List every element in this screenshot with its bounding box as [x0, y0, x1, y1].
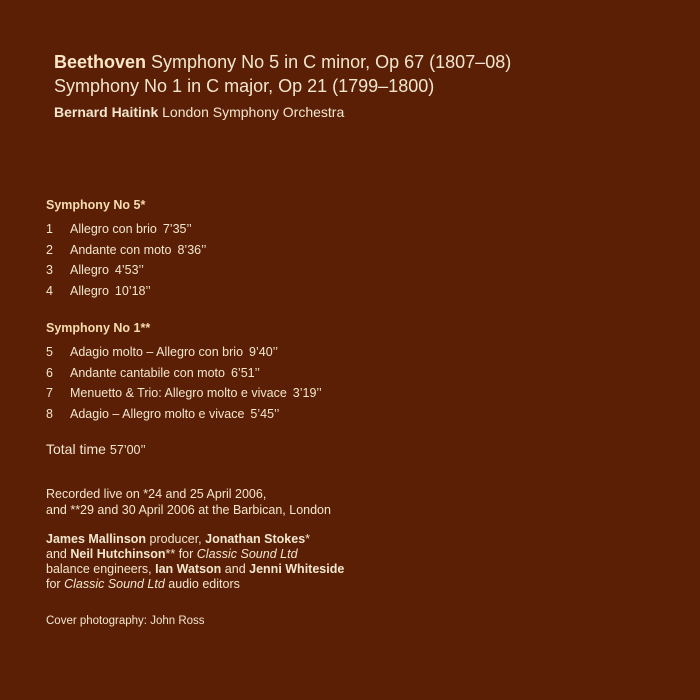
recording-info	[46, 486, 331, 518]
title-line-2: Symphony No 1 in C major, Op 21 (1799–1800)	[54, 76, 435, 96]
track-title: Andante con moto	[70, 242, 172, 257]
track-duration: 8’36’’	[177, 242, 207, 257]
credit-text: ** for	[165, 547, 197, 561]
engineer-name: Neil Hutchinson	[70, 547, 166, 561]
credit-text: audio editors	[164, 577, 240, 591]
track-row	[46, 342, 666, 363]
track-row	[46, 404, 666, 425]
track-number: 6	[46, 365, 53, 380]
symphony-5-group	[46, 197, 666, 301]
credit-text: for	[46, 577, 65, 591]
conductor-name: Bernard Haitink	[54, 104, 159, 120]
total-time-value: 57’00’’	[109, 443, 146, 457]
credit-text: and	[221, 562, 250, 576]
track-title: Allegro	[70, 263, 109, 277]
credits-line-4	[46, 577, 344, 592]
track-number: 5	[46, 345, 53, 359]
track-number: 4	[46, 283, 53, 298]
total-time-label: Total time	[46, 441, 106, 457]
editor-name: Jenni Whiteside	[249, 562, 345, 576]
symphony-1-heading: Symphony No 1**	[46, 321, 151, 335]
track-row	[46, 363, 666, 384]
track-title: Andante cantabile con moto	[70, 365, 225, 380]
company-name: Classic Sound Ltd	[196, 547, 298, 561]
orchestra-name: London Symphony Orchestra	[158, 104, 345, 120]
track-title: Adagio molto – Allegro con brio	[70, 345, 244, 359]
performers-line	[54, 102, 674, 122]
symphony-5-heading: Symphony No 5*	[46, 198, 146, 212]
engineer-name: Jonathan Stokes	[205, 532, 306, 546]
symphony-5-title: Symphony No 5 in C minor, Op 67 (1807–08)	[146, 52, 512, 72]
track-duration: 7’35’’	[162, 222, 192, 236]
track-duration: 4’53’’	[114, 263, 144, 277]
track-title: Menuetto & Trio: Allegro molto e vivace	[70, 386, 287, 400]
track-number: 1	[46, 222, 53, 236]
symphony-1-tracklist	[46, 342, 666, 424]
track-title: Allegro	[70, 283, 109, 298]
recording-line-1: Recorded live on *24 and 25 April 2006,	[46, 487, 267, 501]
credit-text: *	[305, 532, 311, 546]
credit-text: producer,	[146, 532, 206, 546]
track-row	[46, 281, 666, 302]
recording-line-2: and **29 and 30 April 2006 at the Barbican, London	[46, 503, 331, 517]
producer-name: James Mallinson	[46, 532, 147, 546]
symphony-1-group	[46, 320, 666, 424]
track-duration: 3’19’’	[292, 386, 322, 400]
title-line-1	[54, 50, 674, 74]
editor-name: Ian Watson	[155, 562, 222, 576]
track-row	[46, 383, 666, 404]
company-name: Classic Sound Ltd	[64, 577, 165, 591]
credits-line-3	[46, 562, 344, 577]
track-duration: 10’18’’	[114, 283, 151, 298]
production-credits	[46, 532, 344, 592]
track-title: Allegro con brio	[70, 222, 157, 236]
credits-line-1	[46, 532, 344, 547]
track-row	[46, 240, 666, 261]
track-row	[46, 260, 666, 281]
credit-text: and	[46, 547, 71, 561]
track-duration: 6’51’’	[230, 365, 260, 380]
total-time	[46, 441, 146, 457]
track-number: 2	[46, 242, 53, 257]
track-number: 8	[46, 406, 53, 421]
credits-line-2	[46, 547, 344, 562]
album-header	[54, 50, 674, 122]
track-number: 3	[46, 263, 53, 277]
track-number: 7	[46, 386, 53, 400]
track-duration: 9’40’’	[249, 345, 278, 359]
track-row	[46, 219, 666, 240]
cover-photo-credit: Cover photography: John Ross	[46, 615, 205, 627]
symphony-5-tracklist	[46, 219, 666, 301]
track-duration: 5’45’’	[250, 406, 280, 421]
credit-text: balance engineers,	[46, 562, 156, 576]
composer-name: Beethoven	[54, 52, 147, 72]
track-title: Adagio – Allegro molto e vivace	[70, 406, 245, 421]
